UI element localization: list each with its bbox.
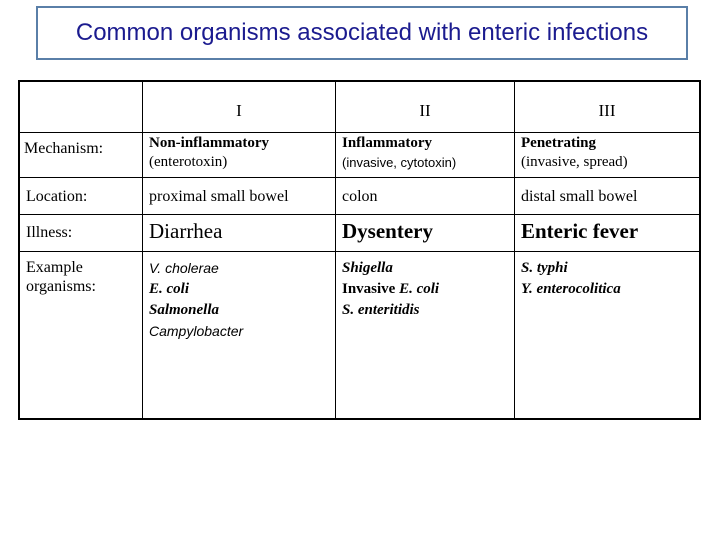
mechanism-label: Mechanism: (19, 133, 143, 178)
organisms-table (18, 80, 701, 420)
location-col-3: distal small bowel (515, 178, 701, 215)
organism-item: Campylobacter (149, 323, 244, 339)
header-col-1: I (143, 81, 336, 133)
illness-col-3: Enteric fever (515, 215, 701, 252)
header-empty-cell (19, 81, 143, 133)
mechanism-col-1 (143, 133, 336, 178)
location-label: Location: (19, 178, 143, 215)
slide-title: Common organisms associated with enteric infections (75, 19, 649, 46)
mechanism-col-2-sub: (invasive, cytotoxin) (342, 155, 457, 170)
mechanism-col-3 (515, 133, 701, 178)
organism-item: Salmonella (149, 302, 220, 318)
examples-col-3 (515, 252, 701, 420)
organism-item: Y. enterocolitica (521, 281, 621, 297)
header-col-2: II (336, 81, 515, 133)
examples-row (19, 252, 700, 420)
organism-item: Shigella (342, 260, 393, 276)
mechanism-col-3-main: Penetrating (521, 135, 596, 151)
header-row (19, 81, 700, 133)
mechanism-col-3-sub: (invasive, spread) (521, 154, 628, 170)
examples-col-1 (143, 252, 336, 420)
illness-label: Illness: (19, 215, 143, 252)
organism-item: V. cholerae (149, 260, 219, 276)
organism-item: E. coli (149, 281, 189, 297)
mechanism-col-1-sub: (enterotoxin) (149, 154, 228, 170)
examples-col-2 (336, 252, 515, 420)
examples-label: Example organisms: (19, 252, 143, 420)
illness-row (19, 215, 700, 252)
mechanism-col-1-main: Non-inflammatory (149, 135, 269, 151)
illness-col-2: Dysentery (336, 215, 515, 252)
mechanism-col-2-main: Inflammatory (342, 135, 432, 151)
organism-item: S. enteritidis (342, 302, 420, 318)
mechanism-row (19, 133, 700, 178)
location-col-2: colon (336, 178, 515, 215)
organism-item-invasive-ecoli: Invasive E. coli (342, 281, 440, 297)
illness-col-1: Diarrhea (143, 215, 336, 252)
organism-item: S. typhi (521, 260, 568, 276)
title-box (36, 6, 688, 60)
location-row (19, 178, 700, 215)
location-col-1: proximal small bowel (143, 178, 336, 215)
mechanism-col-2 (336, 133, 515, 178)
header-col-3: III (515, 81, 701, 133)
